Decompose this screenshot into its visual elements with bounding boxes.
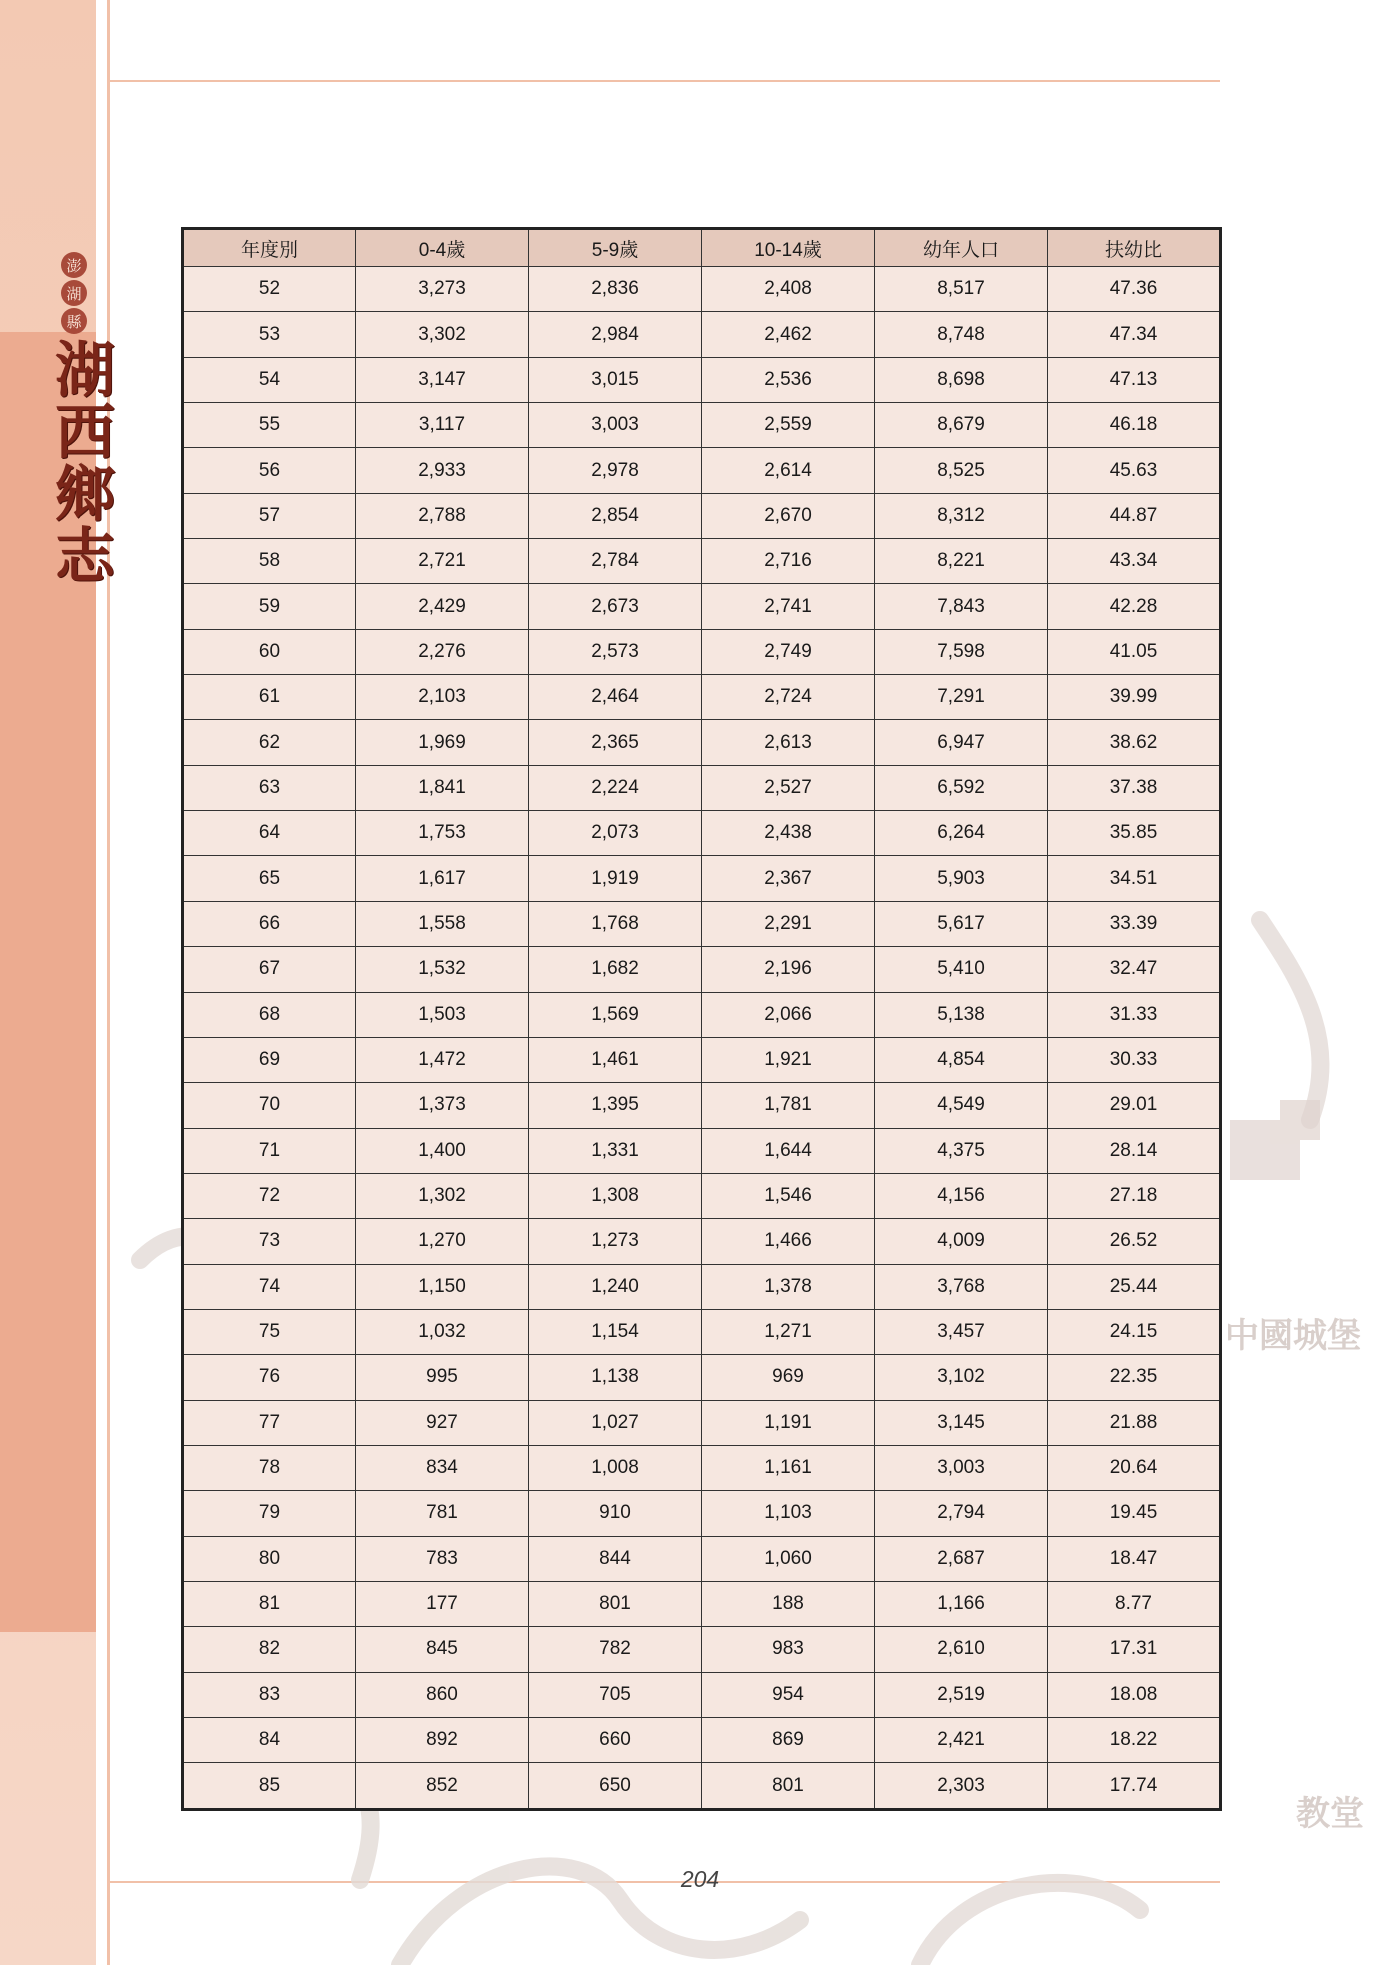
table-row [183, 629, 1221, 674]
table-cell: 954 [702, 1672, 875, 1717]
table-cell: 188 [702, 1581, 875, 1626]
table-cell: 3,102 [875, 1355, 1048, 1400]
table-cell: 2,429 [356, 584, 529, 629]
table-cell: 2,784 [529, 539, 702, 584]
table-cell: 42.28 [1048, 584, 1221, 629]
table-cell: 1,644 [702, 1128, 875, 1173]
table-cell: 1,270 [356, 1219, 529, 1264]
table-cell: 83 [183, 1672, 356, 1717]
table-cell: 845 [356, 1627, 529, 1672]
table-cell: 1,400 [356, 1128, 529, 1173]
table-cell: 2,527 [702, 765, 875, 810]
table-cell: 45.63 [1048, 448, 1221, 493]
table-cell: 1,753 [356, 811, 529, 856]
table-cell: 834 [356, 1445, 529, 1490]
table-cell: 2,721 [356, 539, 529, 584]
table-cell: 2,519 [875, 1672, 1048, 1717]
table-cell: 927 [356, 1400, 529, 1445]
table-cell: 910 [529, 1491, 702, 1536]
table-cell: 71 [183, 1128, 356, 1173]
table-cell: 4,156 [875, 1173, 1048, 1218]
table-cell: 1,919 [529, 856, 702, 901]
table-row [183, 1173, 1221, 1218]
table-cell: 2,303 [875, 1763, 1048, 1810]
table-cell: 8,312 [875, 493, 1048, 538]
table-cell: 1,841 [356, 765, 529, 810]
table-cell: 1,373 [356, 1083, 529, 1128]
table-cell: 1,150 [356, 1264, 529, 1309]
table-cell: 4,375 [875, 1128, 1048, 1173]
table-row [183, 539, 1221, 584]
table-row [183, 992, 1221, 1037]
table-cell: 2,421 [875, 1718, 1048, 1763]
table-cell: 1,921 [702, 1037, 875, 1082]
table-cell: 2,610 [875, 1627, 1048, 1672]
table-cell: 57 [183, 493, 356, 538]
table-cell: 1,466 [702, 1219, 875, 1264]
table-cell: 2,438 [702, 811, 875, 856]
table-cell: 56 [183, 448, 356, 493]
page-number: 204 [680, 1866, 720, 1892]
table-cell: 4,549 [875, 1083, 1048, 1128]
table-cell: 58 [183, 539, 356, 584]
seal-char: 湖 [61, 280, 87, 306]
table-cell: 8,679 [875, 403, 1048, 448]
table-cell: 650 [529, 1763, 702, 1810]
table-cell: 2,408 [702, 267, 875, 312]
table-cell: 8,517 [875, 267, 1048, 312]
table-cell: 19.45 [1048, 1491, 1221, 1536]
table-cell: 995 [356, 1355, 529, 1400]
table-cell: 1,191 [702, 1400, 875, 1445]
table-cell: 35.85 [1048, 811, 1221, 856]
table-cell: 24.15 [1048, 1309, 1221, 1354]
table-cell: 1,154 [529, 1309, 702, 1354]
table-cell: 65 [183, 856, 356, 901]
column-header: 0-4歲 [356, 229, 529, 267]
table-row [183, 947, 1221, 992]
table-cell: 60 [183, 629, 356, 674]
table-cell: 8.77 [1048, 1581, 1221, 1626]
table-cell: 47.36 [1048, 267, 1221, 312]
table-cell: 844 [529, 1536, 702, 1581]
table-cell: 3,768 [875, 1264, 1048, 1309]
table-cell: 3,003 [529, 403, 702, 448]
table-cell: 1,032 [356, 1309, 529, 1354]
table-row [183, 1355, 1221, 1400]
table-cell: 3,147 [356, 357, 529, 402]
table-row [183, 1718, 1221, 1763]
table-cell: 75 [183, 1309, 356, 1354]
table-cell: 3,003 [875, 1445, 1048, 1490]
table-cell: 1,008 [529, 1445, 702, 1490]
table-cell: 8,698 [875, 357, 1048, 402]
table-cell: 2,073 [529, 811, 702, 856]
table-cell: 63 [183, 765, 356, 810]
table-row [183, 1536, 1221, 1581]
child-population-table [181, 227, 1222, 1811]
table-cell: 44.87 [1048, 493, 1221, 538]
table-cell: 1,461 [529, 1037, 702, 1082]
seal-char: 澎 [61, 252, 87, 278]
margin-line [107, 0, 110, 1965]
table-row [183, 448, 1221, 493]
table-row [183, 1672, 1221, 1717]
table-cell: 84 [183, 1718, 356, 1763]
table-row [183, 675, 1221, 720]
table-row [183, 584, 1221, 629]
table-cell: 81 [183, 1581, 356, 1626]
table-cell: 67 [183, 947, 356, 992]
table-row [183, 856, 1221, 901]
table-cell: 2,614 [702, 448, 875, 493]
table-cell: 85 [183, 1763, 356, 1810]
table-cell: 18.22 [1048, 1718, 1221, 1763]
table-cell: 1,027 [529, 1400, 702, 1445]
table-cell: 20.64 [1048, 1445, 1221, 1490]
table-row [183, 1581, 1221, 1626]
table-cell: 32.47 [1048, 947, 1221, 992]
table-cell: 3,302 [356, 312, 529, 357]
table-cell: 983 [702, 1627, 875, 1672]
table-cell: 5,617 [875, 901, 1048, 946]
table-cell: 55 [183, 403, 356, 448]
table-header-row [183, 229, 1221, 267]
table-cell: 1,682 [529, 947, 702, 992]
table-cell: 2,984 [529, 312, 702, 357]
table-row [183, 1128, 1221, 1173]
table-cell: 82 [183, 1627, 356, 1672]
table-cell: 782 [529, 1627, 702, 1672]
table-cell: 53 [183, 312, 356, 357]
table-cell: 2,365 [529, 720, 702, 765]
table-cell: 2,788 [356, 493, 529, 538]
table-cell: 1,781 [702, 1083, 875, 1128]
table-row [183, 1083, 1221, 1128]
table-cell: 2,291 [702, 901, 875, 946]
table-cell: 2,103 [356, 675, 529, 720]
table-cell: 37.38 [1048, 765, 1221, 810]
background-label: 中國城堡 [1225, 1316, 1361, 1356]
background-label: 教堂 [1296, 1794, 1364, 1834]
table-cell: 2,724 [702, 675, 875, 720]
table-row [183, 1491, 1221, 1536]
table-cell: 72 [183, 1173, 356, 1218]
table-row [183, 403, 1221, 448]
table-cell: 80 [183, 1536, 356, 1581]
table-cell: 34.51 [1048, 856, 1221, 901]
table-row [183, 493, 1221, 538]
table-cell: 4,009 [875, 1219, 1048, 1264]
table-cell: 1,768 [529, 901, 702, 946]
table-cell: 7,291 [875, 675, 1048, 720]
table-cell: 29.01 [1048, 1083, 1221, 1128]
table-row [183, 1309, 1221, 1354]
seal-char: 縣 [61, 308, 87, 334]
table-cell: 7,843 [875, 584, 1048, 629]
table-cell: 2,836 [529, 267, 702, 312]
table-cell: 8,525 [875, 448, 1048, 493]
table-cell: 1,472 [356, 1037, 529, 1082]
table-cell: 1,060 [702, 1536, 875, 1581]
table-cell: 1,546 [702, 1173, 875, 1218]
table-cell: 860 [356, 1672, 529, 1717]
table-cell: 54 [183, 357, 356, 402]
table-cell: 6,947 [875, 720, 1048, 765]
table-cell: 70 [183, 1083, 356, 1128]
table-cell: 8,748 [875, 312, 1048, 357]
table-cell: 892 [356, 1718, 529, 1763]
table-cell: 30.33 [1048, 1037, 1221, 1082]
table-cell: 1,331 [529, 1128, 702, 1173]
table-cell: 1,103 [702, 1491, 875, 1536]
table-cell: 1,240 [529, 1264, 702, 1309]
table-cell: 64 [183, 811, 356, 856]
table-cell: 3,145 [875, 1400, 1048, 1445]
table-cell: 68 [183, 992, 356, 1037]
table-cell: 2,933 [356, 448, 529, 493]
table-cell: 852 [356, 1763, 529, 1810]
table-cell: 2,367 [702, 856, 875, 901]
table-cell: 47.13 [1048, 357, 1221, 402]
table-cell: 1,138 [529, 1355, 702, 1400]
table-cell: 2,276 [356, 629, 529, 674]
table-row [183, 901, 1221, 946]
table-cell: 3,117 [356, 403, 529, 448]
table-cell: 2,536 [702, 357, 875, 402]
table-cell: 62 [183, 720, 356, 765]
table-cell: 177 [356, 1581, 529, 1626]
table-row [183, 267, 1221, 312]
table-cell: 18.08 [1048, 1672, 1221, 1717]
table-cell: 705 [529, 1672, 702, 1717]
table-cell: 2,464 [529, 675, 702, 720]
table-cell: 1,558 [356, 901, 529, 946]
table-cell: 18.47 [1048, 1536, 1221, 1581]
table-row [183, 1400, 1221, 1445]
table-cell: 27.18 [1048, 1173, 1221, 1218]
table-cell: 69 [183, 1037, 356, 1082]
table-cell: 1,302 [356, 1173, 529, 1218]
table-cell: 3,015 [529, 357, 702, 402]
table-cell: 2,066 [702, 992, 875, 1037]
table-cell: 2,978 [529, 448, 702, 493]
table-cell: 2,749 [702, 629, 875, 674]
table-cell: 43.34 [1048, 539, 1221, 584]
table-row [183, 357, 1221, 402]
table-cell: 2,462 [702, 312, 875, 357]
table-cell: 26.52 [1048, 1219, 1221, 1264]
table-cell: 25.44 [1048, 1264, 1221, 1309]
table-cell: 59 [183, 584, 356, 629]
table-cell: 1,271 [702, 1309, 875, 1354]
table-row [183, 1264, 1221, 1309]
table-cell: 38.62 [1048, 720, 1221, 765]
table-cell: 17.74 [1048, 1763, 1221, 1810]
table-cell: 79 [183, 1491, 356, 1536]
table-cell: 2,673 [529, 584, 702, 629]
table-cell: 1,532 [356, 947, 529, 992]
table-cell: 41.05 [1048, 629, 1221, 674]
table-cell: 1,617 [356, 856, 529, 901]
table-cell: 801 [702, 1763, 875, 1810]
header-rule [110, 80, 1220, 82]
table-cell: 31.33 [1048, 992, 1221, 1037]
table-cell: 22.35 [1048, 1355, 1221, 1400]
table-cell: 8,221 [875, 539, 1048, 584]
table-cell: 1,166 [875, 1581, 1048, 1626]
table-cell: 52 [183, 267, 356, 312]
table-cell: 5,903 [875, 856, 1048, 901]
table-cell: 17.31 [1048, 1627, 1221, 1672]
table-cell: 2,687 [875, 1536, 1048, 1581]
table-cell: 2,854 [529, 493, 702, 538]
table-row [183, 1219, 1221, 1264]
table-cell: 1,308 [529, 1173, 702, 1218]
table-cell: 783 [356, 1536, 529, 1581]
table-cell: 1,273 [529, 1219, 702, 1264]
table-cell: 969 [702, 1355, 875, 1400]
table-row [183, 312, 1221, 357]
table-cell: 4,854 [875, 1037, 1048, 1082]
table-cell: 1,503 [356, 992, 529, 1037]
table-row [183, 1763, 1221, 1810]
column-header: 年度別 [183, 229, 356, 267]
table-cell: 2,224 [529, 765, 702, 810]
table-cell: 39.99 [1048, 675, 1221, 720]
table-row [183, 720, 1221, 765]
table-cell: 2,716 [702, 539, 875, 584]
table-cell: 2,670 [702, 493, 875, 538]
table-cell: 74 [183, 1264, 356, 1309]
column-header: 10-14歲 [702, 229, 875, 267]
table-cell: 3,457 [875, 1309, 1048, 1354]
column-header: 扶幼比 [1048, 229, 1221, 267]
table-cell: 3,273 [356, 267, 529, 312]
table-cell: 6,264 [875, 811, 1048, 856]
table-cell: 47.34 [1048, 312, 1221, 357]
table-cell: 1,569 [529, 992, 702, 1037]
table-cell: 5,410 [875, 947, 1048, 992]
table-cell: 5,138 [875, 992, 1048, 1037]
table-cell: 1,161 [702, 1445, 875, 1490]
table-cell: 76 [183, 1355, 356, 1400]
table-cell: 2,794 [875, 1491, 1048, 1536]
table-cell: 1,395 [529, 1083, 702, 1128]
table-cell: 660 [529, 1718, 702, 1763]
table-cell: 1,378 [702, 1264, 875, 1309]
table-cell: 2,613 [702, 720, 875, 765]
table-row [183, 765, 1221, 810]
column-header: 5-9歲 [529, 229, 702, 267]
column-header: 幼年人口 [875, 229, 1048, 267]
table-cell: 78 [183, 1445, 356, 1490]
table-cell: 781 [356, 1491, 529, 1536]
table-cell: 33.39 [1048, 901, 1221, 946]
table-row [183, 1037, 1221, 1082]
table-cell: 2,573 [529, 629, 702, 674]
table-row [183, 1627, 1221, 1672]
table-cell: 66 [183, 901, 356, 946]
table-cell: 21.88 [1048, 1400, 1221, 1445]
table-cell: 6,592 [875, 765, 1048, 810]
table-cell: 801 [529, 1581, 702, 1626]
table-cell: 2,196 [702, 947, 875, 992]
table-cell: 61 [183, 675, 356, 720]
table-cell: 73 [183, 1219, 356, 1264]
table-cell: 7,598 [875, 629, 1048, 674]
table-cell: 869 [702, 1718, 875, 1763]
table-cell: 2,741 [702, 584, 875, 629]
table-cell: 28.14 [1048, 1128, 1221, 1173]
table-row [183, 1445, 1221, 1490]
county-seal [58, 252, 90, 334]
table-cell: 2,559 [702, 403, 875, 448]
table-row [183, 811, 1221, 856]
table-cell: 77 [183, 1400, 356, 1445]
table-cell: 46.18 [1048, 403, 1221, 448]
book-title: 湖西鄉志 [45, 338, 115, 586]
table-cell: 1,969 [356, 720, 529, 765]
